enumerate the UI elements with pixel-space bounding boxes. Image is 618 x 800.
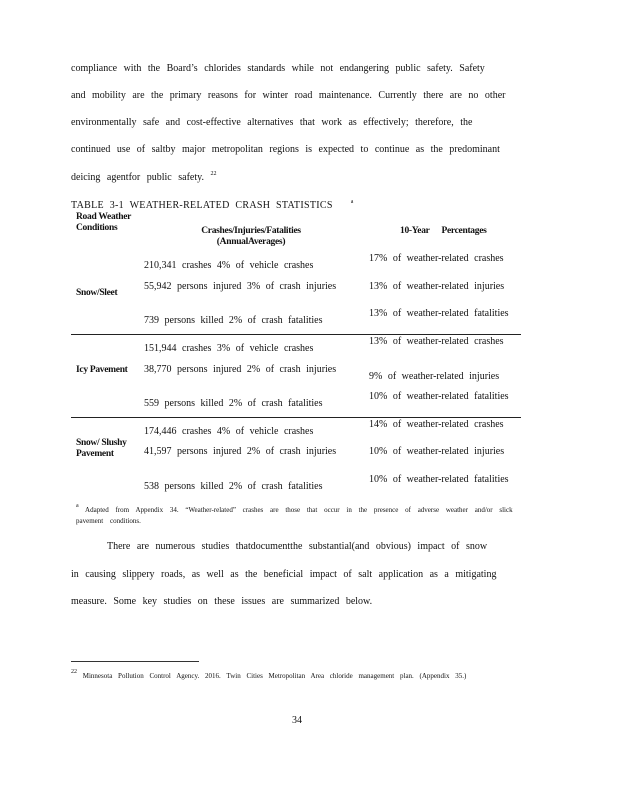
table-note-sup: a [76, 503, 79, 509]
table-row-divider [71, 334, 521, 335]
table-cell-count: 151,944 crashes 3% of vehicle crashes [144, 343, 314, 354]
body-line-text: deicing agentfor public safety. [71, 172, 204, 183]
footnote-ref: 22 [210, 171, 217, 177]
body-line: environmentally safe and cost-effective alternatives that work as effectively; therefore, the [71, 117, 473, 128]
header-percentages: 10-Year Percentages [400, 226, 487, 236]
body-line [71, 171, 517, 183]
table-caption [71, 199, 354, 211]
footnote-number: 22 [71, 669, 77, 675]
table-row-divider [71, 417, 521, 418]
table-cell-pct: 13% of weather-related crashes [369, 336, 504, 347]
body-line: and mobility are the primary reasons for winter road maintenance. Currently there are no other [71, 90, 506, 101]
table-cell-pct: 10% of weather-related fatalities [369, 391, 509, 402]
table-note [76, 501, 526, 527]
condition-label: Icy Pavement [76, 365, 128, 375]
table-cell-count: 55,942 persons injured 3% of crash injuries [144, 281, 337, 292]
table-cell-count: 210,341 crashes 4% of vehicle crashes [144, 260, 314, 271]
table-cell-count: 41,597 persons injured 2% of crash injuries [144, 446, 337, 457]
table-cell-pct: 10% of weather-related injuries [369, 446, 505, 457]
table-cell-count: 174,446 crashes 4% of vehicle crashes [144, 426, 314, 437]
table-cell-pct: 17% of weather-related crashes [369, 253, 504, 264]
table-caption-sup: a [350, 199, 354, 205]
body-line: in causing slippery roads, as well as the beneficial impact of salt application as a mitigating [71, 569, 497, 580]
table-cell-count: 559 persons killed 2% of crash fatalities [144, 398, 323, 409]
table-cell-count: 739 persons killed 2% of crash fatalities [144, 315, 323, 326]
table-cell-pct: 9% of weather-related injuries [369, 371, 500, 382]
header-road-conditions: Road Weather Conditions [76, 212, 131, 233]
body-line: continued use of saltby major metropolitan regions is expected to continue as the predominant [71, 144, 500, 155]
table-cell-pct: 13% of weather-related injuries [369, 281, 505, 292]
body-line: measure. Some key studies on these issues are summarized below. [71, 596, 373, 607]
table-cell-pct: 10% of weather-related fatalities [369, 474, 509, 485]
footnote-rule [71, 661, 199, 662]
table-cell-count: 38,770 persons injured 2% of crash injuries [144, 364, 337, 375]
condition-label: Snow/ Slushy Pavement [76, 438, 127, 459]
footnote [71, 666, 521, 682]
table-caption-text: TABLE 3-1 WEATHER-RELATED CRASH STATISTICS [71, 200, 333, 211]
body-line: compliance with the Board’s chlorides standards while not endangering public safety. Safety [71, 63, 485, 74]
table-note-text: Adapted from Appendix 34. “Weather-related” crashes are those that occur in the presence of adverse weather and/or slick pavement conditions. [76, 506, 513, 525]
table-cell-count: 538 persons killed 2% of crash fatalities [144, 481, 323, 492]
footnote-text: Minnesota Pollution Control Agency. 2016. Twin Cities Metropolitan Area chloride management plan. (Appendix 35.) [82, 672, 467, 680]
condition-label: Snow/Sleet [76, 288, 118, 298]
table-cell-pct: 13% of weather-related fatalities [369, 308, 509, 319]
page-number: 34 [292, 715, 302, 726]
table-cell-pct: 14% of weather-related crashes [369, 419, 504, 430]
header-crashes: Crashes/Injuries/Fatalities (AnnualAverages) [201, 226, 301, 247]
body-line: There are numerous studies thatdocumentthe substantial(and obvious) impact of snow [107, 541, 488, 552]
